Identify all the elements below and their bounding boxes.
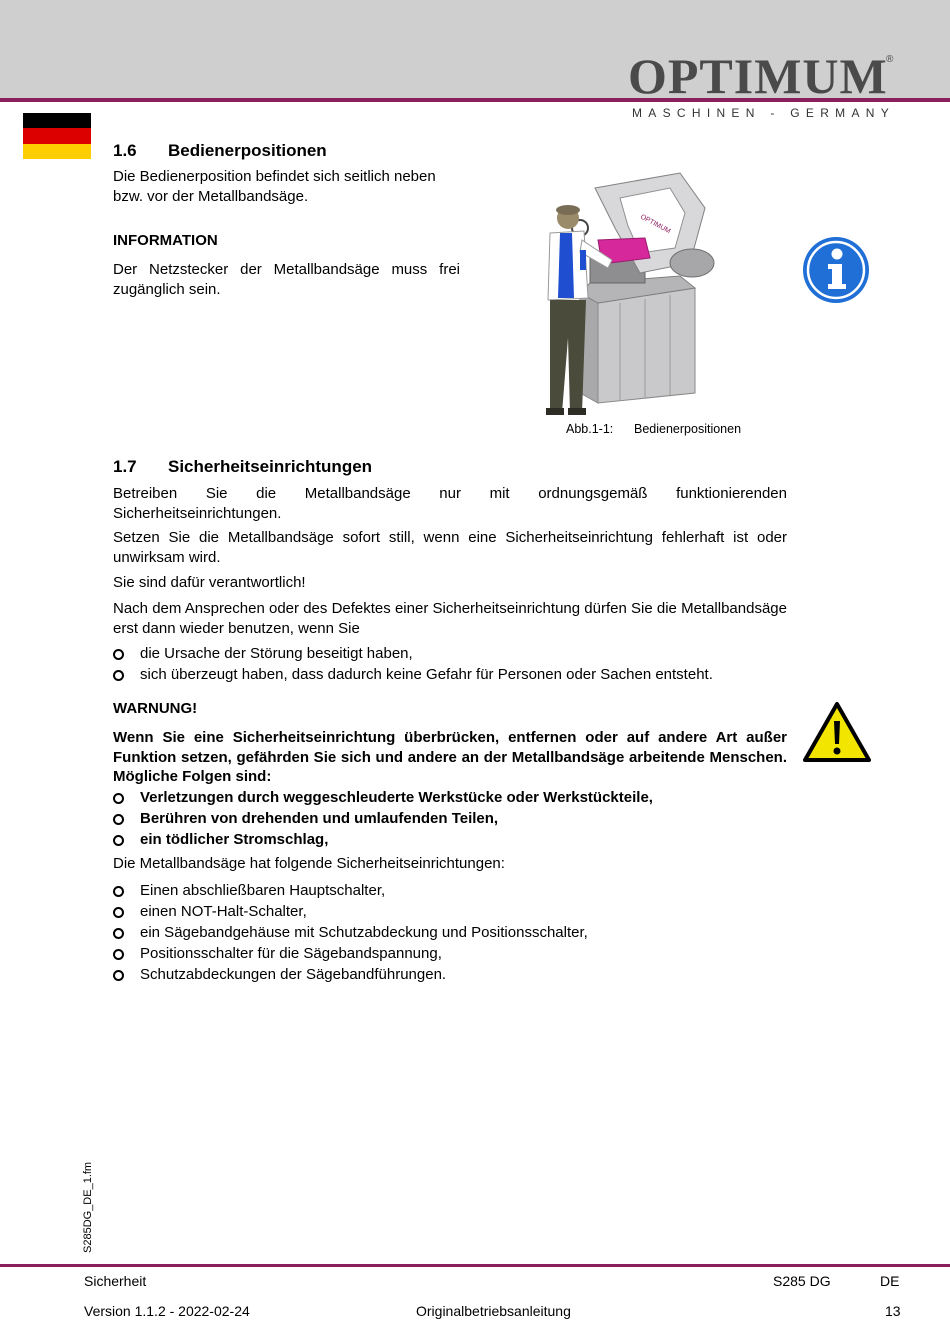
info-icon (802, 236, 870, 304)
registered-mark: ® (886, 54, 894, 65)
german-flag-icon (23, 113, 91, 159)
devices-intro: Die Metallbandsäge hat folgende Sicherheitseinrichtungen: (113, 855, 505, 872)
brand-name: OPTIMUM (628, 48, 888, 104)
operator-bandsaw-figure (520, 168, 760, 423)
figure-caption: Bedienerpositionen (634, 422, 742, 436)
source-file-note: S285DG_DE_1.fm (82, 1161, 94, 1253)
list-item-text: Positionsschalter für die Sägebandspannung, (140, 945, 442, 962)
operator-position-text: Die Bedienerposition befindet sich seitlich neben bzw. vor der Metallbandsäge. (113, 168, 436, 205)
list-item-text: Schutzabdeckungen der Sägebandführungen. (140, 966, 447, 983)
footer-section: Sicherheit (84, 1273, 147, 1289)
section-title: Sicherheitseinrichtungen (168, 457, 373, 476)
list-item-text: ein Sägebandgehäuse mit Schutzabdeckung und Positionsschalter, (140, 924, 588, 941)
list-item-text: einen NOT-Halt-Schalter, (140, 903, 307, 920)
page-number: 13 (885, 1303, 901, 1319)
bullet-icon (113, 901, 124, 924)
bullet-icon (113, 964, 124, 987)
paragraph: Setzen Sie die Metallbandsäge sofort still, wenn eine Sicherheitseinrichtung fehlerhaft ist oder unwirksam wird. (113, 529, 787, 566)
bullet-icon (113, 922, 124, 945)
footer-rule (0, 1264, 950, 1267)
warning-text: Wenn Sie eine Sicherheitseinrichtung überbrücken, entfernen oder auf andere Art außer Funktion setzen, gefährden Sie sich und andere an der Metallbandsäge arbeitende Menschen. Mögliche Folgen sind: (113, 729, 787, 785)
footer-language: DE (880, 1273, 900, 1289)
bullet-icon (113, 643, 124, 666)
section-title: Bedienerpositionen (168, 141, 327, 160)
bullet-icon (113, 829, 124, 852)
footer-version: Version 1.1.2 - 2022-02-24 (84, 1303, 250, 1319)
list-item-text: Berühren von drehenden und umlaufenden Teilen, (140, 810, 499, 827)
figure-label: Abb.1-1: (566, 422, 614, 436)
footer-model: S285 DG (773, 1273, 831, 1289)
paragraph: Betreiben Sie die Metallbandsäge nur mit ordnungsgemäß funktionierenden Sicherheitseinrichtungen. (113, 485, 787, 522)
paragraph: Sie sind dafür verantwortlich! (113, 574, 306, 591)
bullet-icon (113, 880, 124, 903)
list-item-text: die Ursache der Störung beseitigt haben, (140, 645, 413, 662)
list-item-text: sich überzeugt haben, dass dadurch keine Gefahr für Personen oder Sachen entsteht. (140, 666, 713, 683)
paragraph: Nach dem Ansprechen oder des Defektes einer Sicherheitseinrichtung dürfen Sie die Metallbandsäge erst dann wieder benutzen, wenn Sie (113, 600, 787, 637)
brand-tagline: MASCHINEN - GERMANY (632, 106, 896, 120)
brand-logo (628, 48, 908, 122)
bullet-icon (113, 808, 124, 831)
section-number: 1.7 (113, 457, 137, 476)
warning-heading: WARNUNG! (113, 700, 198, 717)
section-number: 1.6 (113, 141, 137, 160)
info-text: Der Netzstecker der Metallbandsäge muss frei zugänglich sein. (113, 261, 460, 298)
warning-triangle-icon (802, 701, 872, 763)
list-item-text: Einen abschließbaren Hauptschalter, (140, 882, 386, 899)
footer-document-type: Originalbetriebsanleitung (416, 1303, 571, 1319)
bullet-icon (113, 943, 124, 966)
list-item-text: ein tödlicher Stromschlag, (140, 831, 329, 848)
list-item-text: Verletzungen durch weggeschleuderte Werkstücke oder Werkstückteile, (140, 789, 653, 806)
info-heading: INFORMATION (113, 232, 218, 249)
bullet-icon (113, 787, 124, 810)
bullet-icon (113, 664, 124, 687)
saw-brand-label: OPTIMUM (639, 213, 672, 236)
